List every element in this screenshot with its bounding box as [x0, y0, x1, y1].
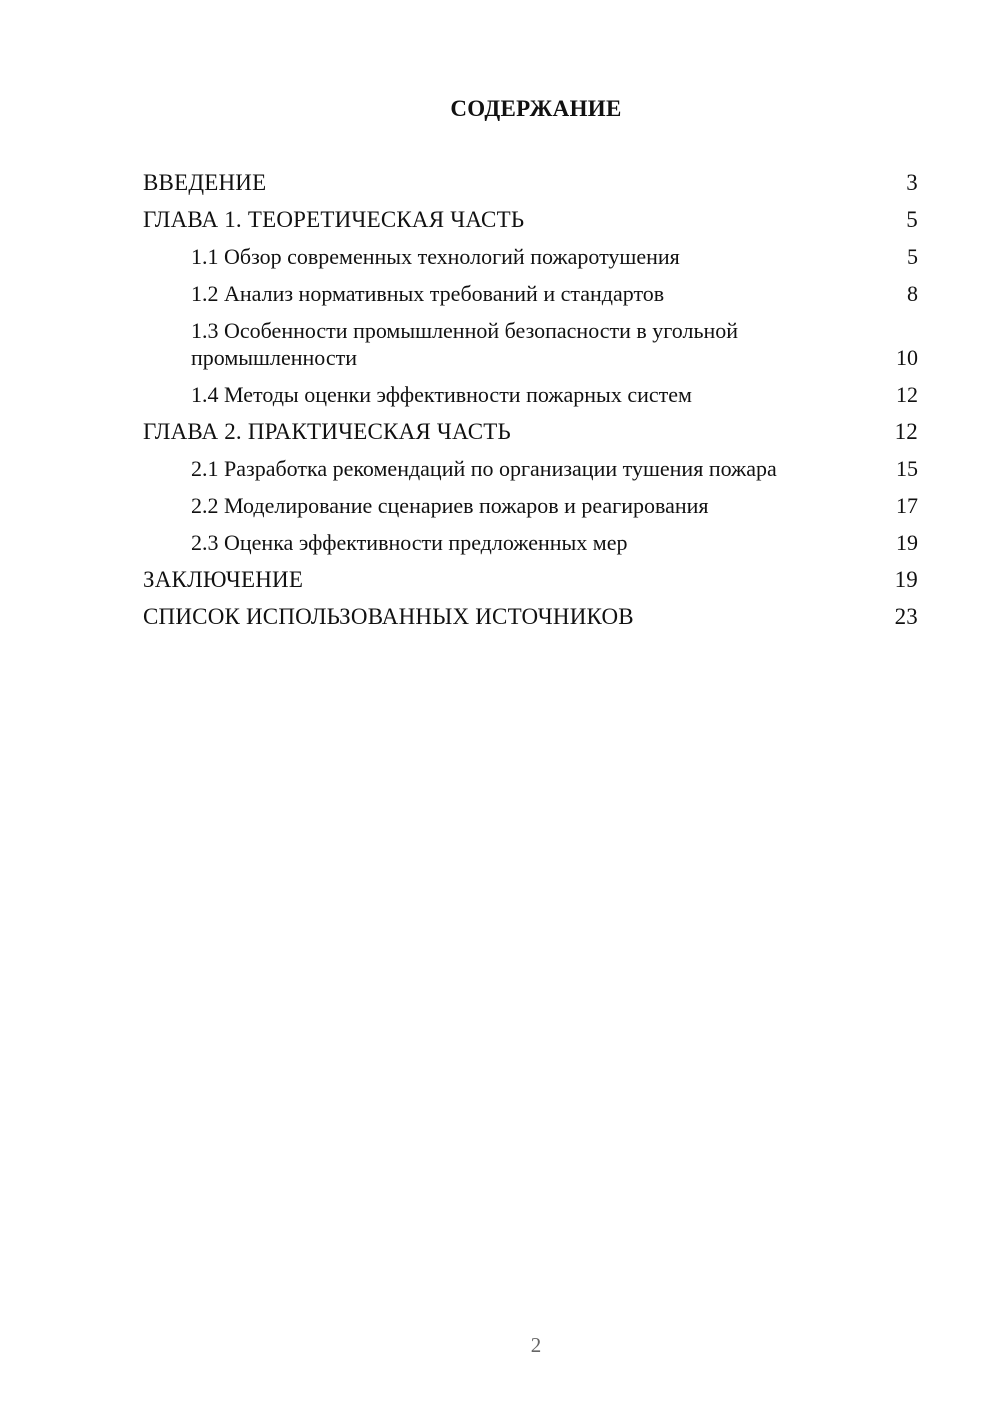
page-number: 2 [530, 1333, 542, 1357]
toc-entry-label: 1.2 Анализ нормативных требований и стандартов [191, 281, 665, 306]
toc-entry-page: 5 [906, 207, 918, 232]
toc-entry-section-2-3[interactable] [143, 529, 918, 556]
page-title: СОДЕРЖАНИЕ [450, 96, 622, 121]
toc-entry-label: ГЛАВА 2. ПРАКТИЧЕСКАЯ ЧАСТЬ [143, 419, 511, 444]
toc-entry-label: ЗАКЛЮЧЕНИЕ [143, 567, 304, 592]
toc-entry-section-2-2[interactable] [143, 492, 918, 519]
toc-entry-label: 1.4 Методы оценки эффективности пожарных систем [191, 382, 692, 407]
toc-entry-section-1-3[interactable] [143, 317, 918, 371]
toc-entry-page: 19 [896, 530, 918, 555]
toc-entry-label: ГЛАВА 1. ТЕОРЕТИЧЕСКАЯ ЧАСТЬ [143, 207, 525, 232]
toc-entry-section-2-1[interactable] [143, 455, 918, 482]
toc-entry-section-1-2[interactable] [143, 280, 918, 307]
toc-entry-chapter-1[interactable] [143, 206, 918, 233]
toc-entry-section-1-4[interactable] [143, 381, 918, 408]
toc-entry-conclusion[interactable] [143, 566, 918, 593]
toc-entry-page: 12 [896, 382, 918, 407]
toc-entry-section-1-1[interactable] [143, 243, 918, 270]
toc-entry-page: 10 [896, 345, 918, 370]
toc-entry-label: 2.3 Оценка эффективности предложенных мер [191, 530, 628, 555]
toc-entry-label: ВВЕДЕНИЕ [143, 170, 267, 195]
toc-entry-references[interactable] [143, 603, 918, 630]
toc-entry-page: 5 [907, 244, 918, 269]
table-of-contents [143, 169, 918, 640]
toc-entry-page: 12 [894, 419, 918, 444]
toc-entry-label: СПИСОК ИСПОЛЬЗОВАННЫХ ИСТОЧНИКОВ [143, 604, 634, 629]
toc-entry-introduction[interactable] [143, 169, 918, 196]
toc-entry-label: 2.1 Разработка рекомендаций по организации тушения пожара [191, 456, 777, 481]
toc-entry-page: 23 [894, 604, 918, 629]
toc-entry-page: 15 [896, 456, 918, 481]
toc-entry-label: 1.1 Обзор современных технологий пожаротушения [191, 244, 680, 269]
toc-entry-page: 17 [896, 493, 918, 518]
toc-entry-label: 1.3 Особенности промышленной безопасности в угольной промышленности [191, 318, 739, 370]
toc-entry-page: 8 [907, 281, 918, 306]
toc-entry-page: 19 [894, 567, 918, 592]
toc-entry-page: 3 [906, 170, 918, 195]
toc-entry-chapter-2[interactable] [143, 418, 918, 445]
toc-entry-label: 2.2 Моделирование сценариев пожаров и реагирования [191, 493, 709, 518]
